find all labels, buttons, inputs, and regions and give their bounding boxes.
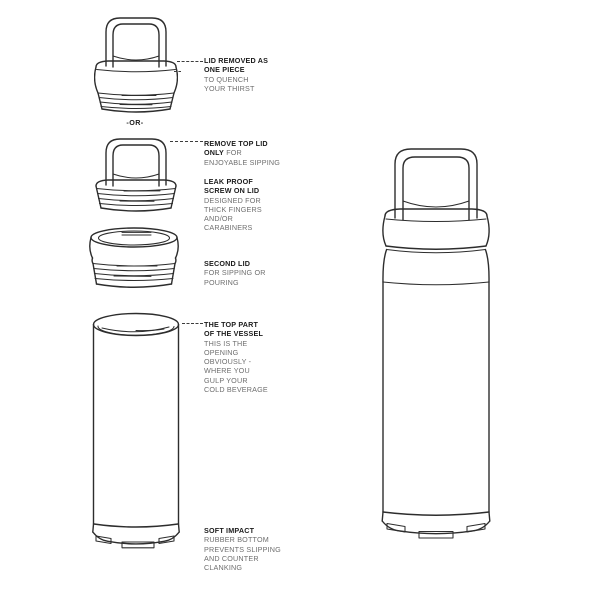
annotation-line: REMOVE TOP LID — [204, 139, 268, 148]
annotation-line: CARABINERS — [204, 223, 253, 233]
annotation-line: THE TOP PART — [204, 320, 259, 329]
annotation-top-part — [204, 320, 268, 394]
annotation-line: SCREW ON LID — [204, 186, 260, 196]
annotation-lid-removed — [204, 56, 268, 93]
annotation-line: YOUR THIRST — [204, 83, 255, 93]
leader-tick-lid-removed — [174, 71, 181, 72]
leader-line-lid-removed — [177, 61, 203, 62]
annotation-line: OBVIOUSLY - — [204, 357, 252, 367]
annotation-line: FOR SIPPING OR — [204, 268, 266, 278]
leader-line-remove-top-lid — [170, 141, 203, 142]
annotation-line: ONLY FOR — [204, 148, 242, 158]
annotation-remove-top-lid — [204, 139, 280, 167]
annotation-line: OPENING — [204, 347, 239, 357]
annotation-line: AND/OR — [204, 214, 234, 224]
annotation-line: ONE PIECE — [204, 65, 245, 75]
annotation-line: OF THE VESSEL — [204, 329, 264, 339]
lid-second-drawing — [89, 226, 179, 296]
annotation-line: AND COUNTER — [204, 553, 259, 563]
annotation-line: WHERE YOU — [204, 366, 250, 376]
annotation-line: PREVENTS SLIPPING — [204, 544, 281, 554]
annotation-line: LID REMOVED AS — [204, 56, 269, 65]
annotation-line: POURING — [204, 277, 239, 287]
annotation-soft-impact — [204, 526, 281, 572]
annotation-second-lid — [204, 259, 266, 287]
assembled-bottle-drawing — [378, 144, 494, 546]
annotation-line: THICK FINGERS — [204, 204, 262, 214]
annotation-line: RUBBER BOTTOM — [204, 535, 269, 545]
annotation-line: CLANKING — [204, 563, 243, 573]
annotation-line: GULP YOUR — [204, 375, 248, 385]
leader-line-top-part — [182, 323, 203, 324]
or-separator: -OR- — [126, 118, 144, 127]
lid-top-only-drawing — [94, 136, 178, 216]
annotation-line: LEAK PROOF — [204, 177, 253, 186]
lid-complete-drawing — [94, 14, 178, 116]
annotation-line: SECOND LID — [204, 259, 251, 268]
annotation-line: DESIGNED FOR — [204, 195, 261, 205]
annotation-line: ENJOYABLE SIPPING — [204, 157, 281, 167]
annotation-line: SOFT IMPACT — [204, 526, 255, 535]
annotation-leak-proof — [204, 177, 262, 233]
vessel-body-drawing — [92, 312, 181, 552]
annotation-line: THIS IS THE — [204, 338, 248, 348]
annotation-line: TO QUENCH — [204, 74, 249, 84]
annotation-line: COLD BEVERAGE — [204, 385, 268, 395]
